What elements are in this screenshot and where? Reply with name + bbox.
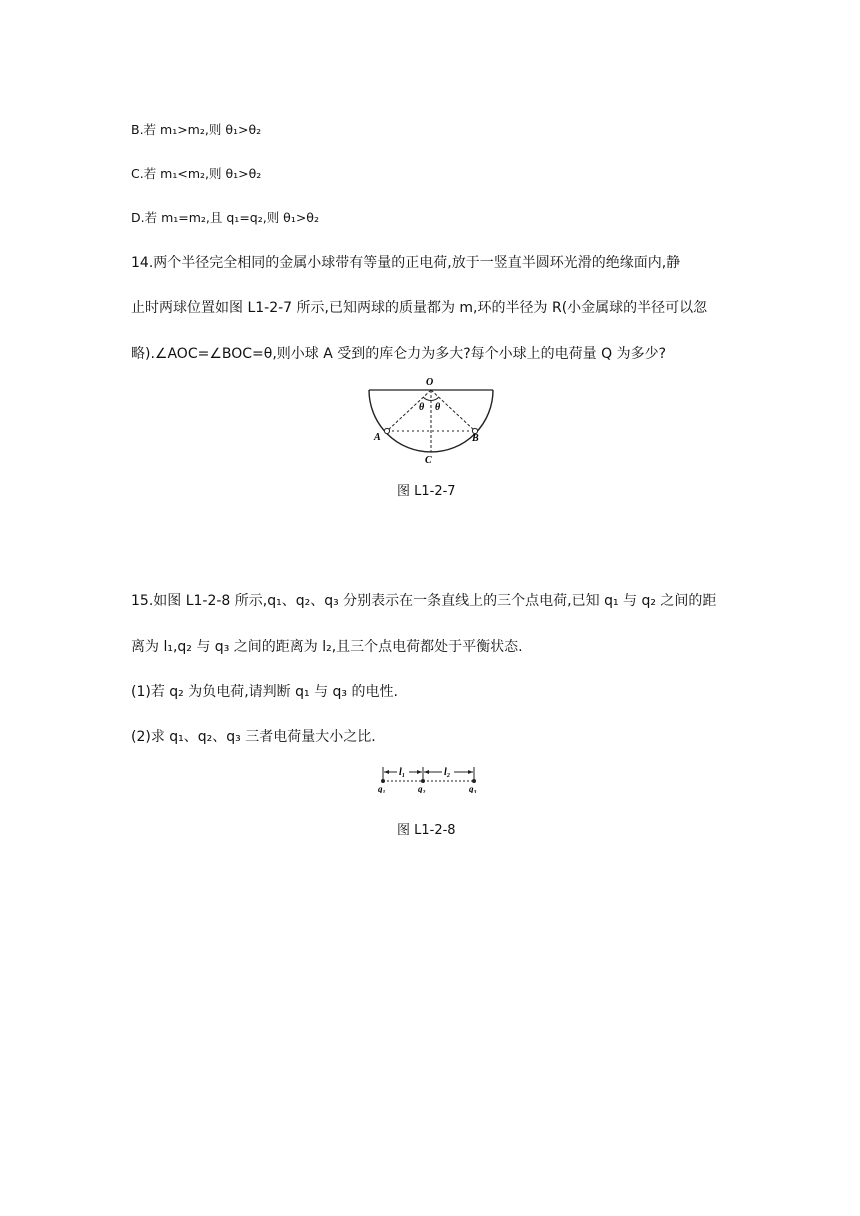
question-14-line-3: 略).∠AOC=∠BOC=θ,则小球 A 受到的库仑力为多大?每个小球上的电荷量 Q 为多少? (131, 346, 667, 362)
question-14-line-2: 止时两球位置如图 L1-2-7 所示,已知两球的质量都为 m,环的半径为 R(小金属球的半径可以忽 (131, 300, 708, 316)
label-theta-right: θ (435, 402, 441, 413)
question-15-line-1: 15.如图 L1-2-8 所示,q₁、q₂、q₃ 分别表示在一条直线上的三个点电荷,已知 q₁ 与 q₂ 之间的距 (131, 593, 717, 609)
label-l2: l₂ (444, 767, 451, 778)
l2-arrow-right (468, 770, 473, 774)
label-a: A (374, 432, 381, 443)
point-charges-figure (374, 763, 486, 793)
charge-q3-dot (472, 779, 476, 783)
label-q1: q₁ (378, 784, 386, 793)
semicircle-ring-figure (360, 375, 502, 467)
question-15-part-2: (2)求 q₁、q₂、q₃ 三者电荷量大小之比. (131, 729, 376, 745)
label-q3: q₃ (469, 784, 477, 793)
figure-caption-l1-2-8: 图 L1-2-8 (397, 823, 456, 838)
label-theta-left: θ (419, 402, 425, 413)
option-b: B.若 m₁>m₂,则 θ₁>θ₂ (131, 122, 262, 137)
question-14-line-1: 14.两个半径完全相同的金属小球带有等量的正电荷,放于一竖直半圆环光滑的绝缘面内,静 (131, 255, 681, 271)
l2-arrow-left (424, 770, 429, 774)
charge-q2-dot (421, 779, 425, 783)
label-l1: l₁ (399, 767, 406, 778)
charge-q1-dot (381, 779, 385, 783)
option-c: C.若 m₁<m₂,则 θ₁>θ₂ (131, 166, 262, 181)
radius-oa (387, 390, 431, 431)
label-c: C (425, 455, 432, 466)
ball-a (384, 428, 389, 433)
question-15-line-2: 离为 l₁,q₂ 与 q₃ 之间的距离为 l₂,且三个点电荷都处于平衡状态. (131, 639, 523, 655)
label-o: O (426, 377, 434, 388)
option-d: D.若 m₁=m₂,且 q₁=q₂,则 θ₁>θ₂ (131, 210, 319, 225)
question-15-part-1: (1)若 q₂ 为负电荷,请判断 q₁ 与 q₃ 的电性. (131, 684, 398, 700)
figure-caption-l1-2-7: 图 L1-2-7 (397, 484, 456, 499)
label-q2: q₂ (418, 784, 426, 793)
l1-arrow-right (417, 770, 422, 774)
label-b: B (472, 433, 479, 444)
l1-arrow-left (384, 770, 389, 774)
